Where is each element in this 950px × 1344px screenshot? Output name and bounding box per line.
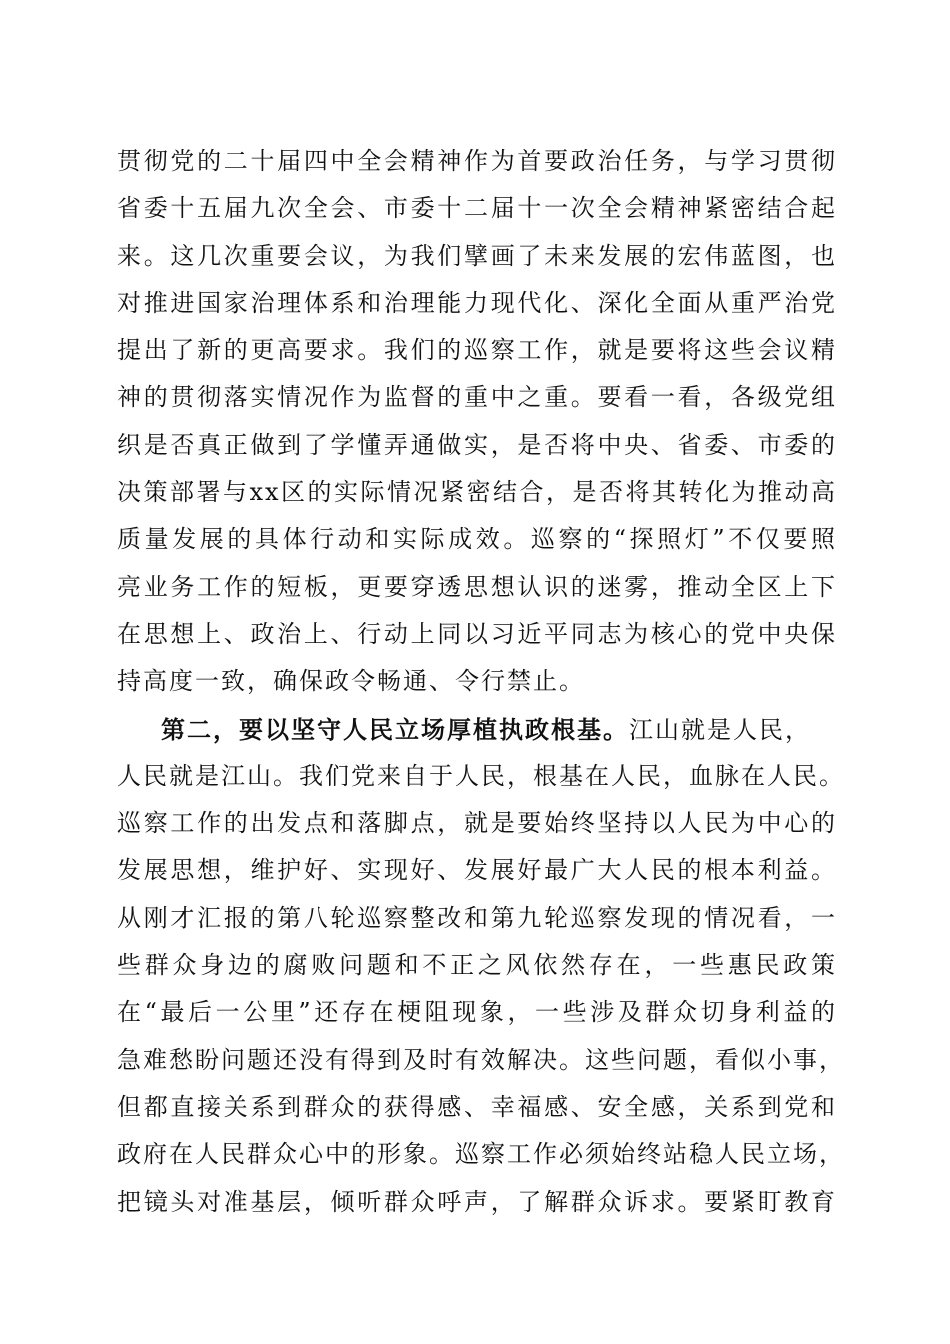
paragraph-line: 提出了新的更高要求。我们的巡察工作，就是要将这些会议精 (117, 336, 837, 365)
paragraph-line: 巡察工作的出发点和落脚点，就是要始终坚持以人民为中心的 (117, 809, 837, 838)
section-heading: 第二，要以坚守人民立场厚植执政根基。 (161, 714, 629, 744)
paragraph-line: 人民就是江山。我们党来自于人民，根基在人民，血脉在人民。 (117, 761, 845, 790)
paragraph-line: 从刚才汇报的第八轮巡察整改和第九轮巡察发现的情况看，一 (117, 903, 837, 932)
paragraph-line: 持高度一致，确保政令畅通、令行禁止。 (117, 667, 585, 696)
document-body (117, 138, 845, 1226)
paragraph-line: 急难愁盼问题还没有得到及时有效解决。这些问题，看似小事， (117, 1045, 845, 1074)
paragraph-line: 在“最后一公里”还存在梗阻现象，一些涉及群众切身利益的 (117, 998, 837, 1027)
paragraph-first-line (117, 706, 837, 753)
paragraph-line: 来。这几次重要会议，为我们擘画了未来发展的宏伟蓝图，也 (117, 241, 837, 270)
paragraph-line: 决策部署与xx区的实际情况紧密结合，是否将其转化为推动高 (117, 478, 837, 507)
paragraph-line: 亮业务工作的短板，更要穿透思想认识的迷雾，推动全区上下 (117, 572, 837, 601)
heading-continuation: 江山就是人民， (629, 715, 811, 744)
paragraph-2 (117, 706, 845, 1226)
paragraph-line: 贯彻党的二十届四中全会精神作为首要政治任务，与学习贯彻 (117, 147, 837, 175)
paragraph-line: 把镜头对准基层，倾听群众呼声，了解群众诉求。要紧盯教育 (117, 1187, 837, 1216)
paragraph-line: 些群众身边的腐败问题和不正之风依然存在，一些惠民政策 (117, 951, 837, 980)
paragraph-line: 对推进国家治理体系和治理能力现代化、深化全面从重严治党 (117, 288, 837, 317)
paragraph-line: 政府在人民群众心中的形象。巡察工作必须始终站稳人民立场， (117, 1140, 845, 1169)
paragraph-line: 但都直接关系到群众的获得感、幸福感、安全感，关系到党和 (117, 1092, 837, 1121)
paragraph-line: 质量发展的具体行动和实际成效。巡察的“探照灯”不仅要照 (117, 525, 837, 554)
paragraph-line: 省委十五届九次全会、市委十二届十一次全会精神紧密结合起 (117, 194, 837, 223)
paragraph-1 (117, 138, 837, 706)
paragraph-line: 织是否真正做到了学懂弄通做实，是否将中央、省委、市委的 (117, 430, 837, 459)
paragraph-line: 发展思想，维护好、实现好、发展好最广大人民的根本利益。 (117, 856, 837, 885)
paragraph-line: 在思想上、政治上、行动上同以习近平同志为核心的党中央保 (117, 619, 837, 648)
paragraph-line: 神的贯彻落实情况作为监督的重中之重。要看一看，各级党组 (117, 383, 837, 412)
